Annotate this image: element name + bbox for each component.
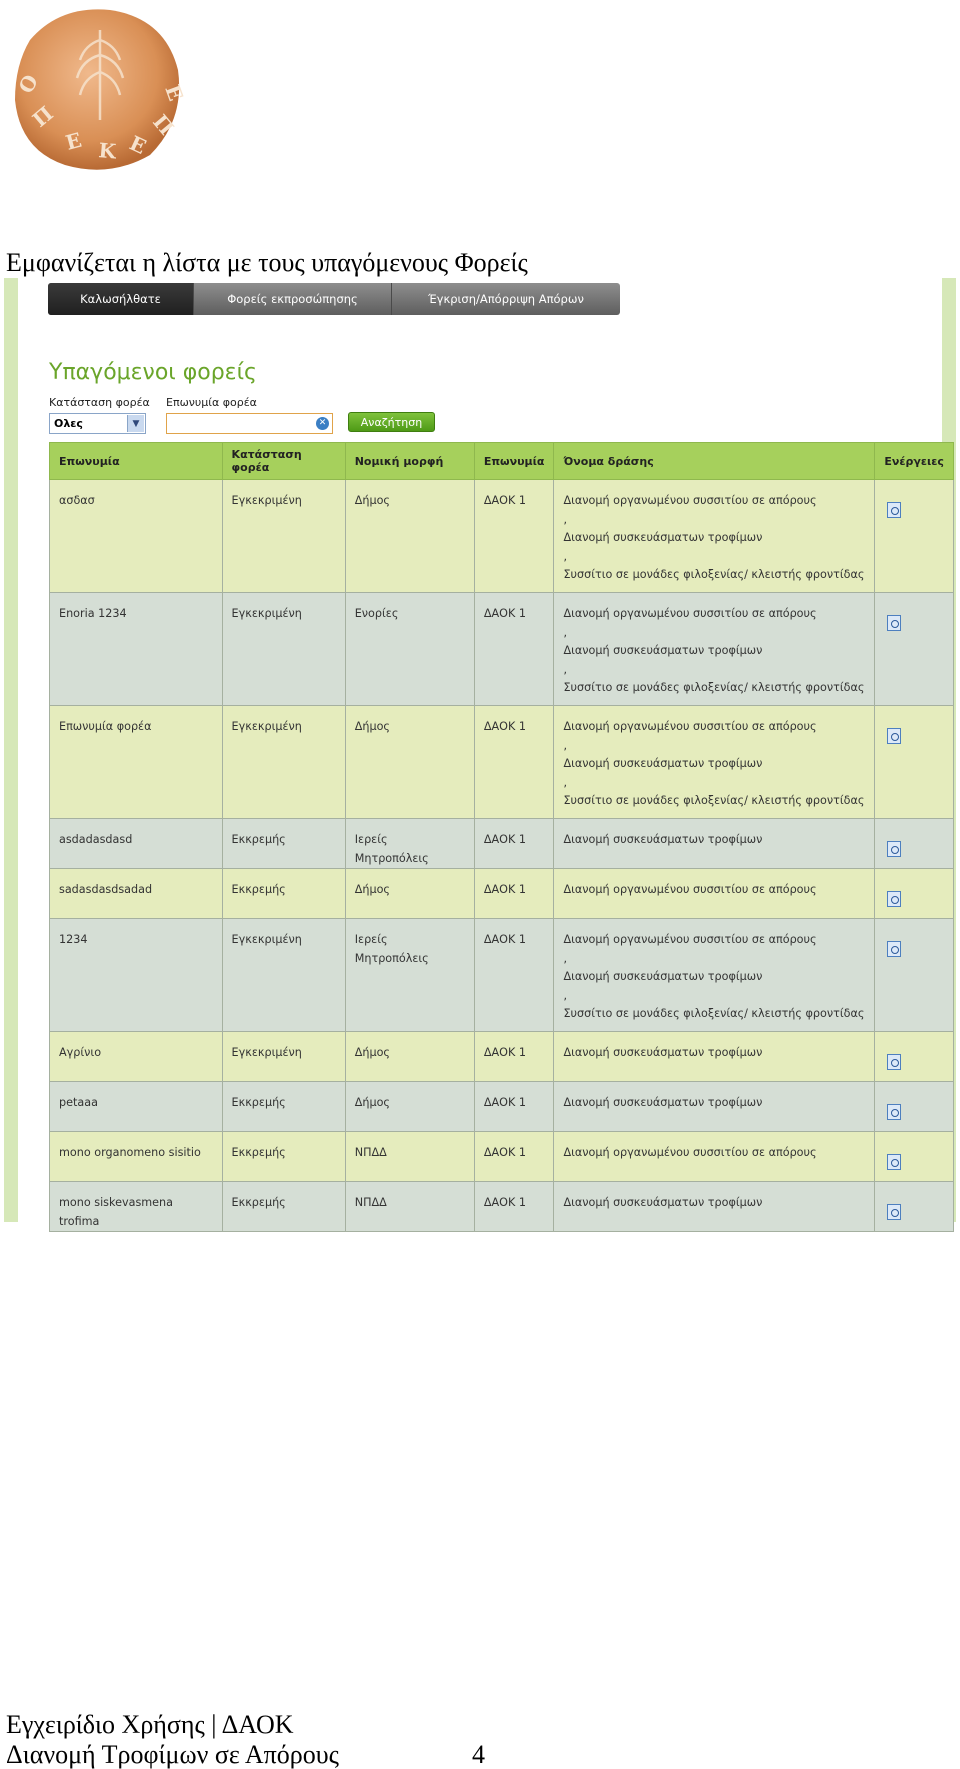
cell-status: Εγκεκριμένη — [222, 706, 345, 819]
cell-row-actions — [875, 1182, 954, 1232]
action-name-line: , — [563, 775, 568, 789]
cell-legal-form: ΝΠΔΔ — [345, 1132, 474, 1182]
status-select-value: Ολες — [54, 417, 83, 430]
cell-name: petaaa — [50, 1082, 223, 1132]
table-row — [50, 819, 954, 869]
cell-legal-form: Ιερείς Μητροπόλεις — [345, 919, 474, 1032]
cell-row-actions — [875, 1132, 954, 1182]
action-name-line: Διανομή συσκευάσματων τροφίμων — [563, 757, 763, 770]
action-name-line: Διανομή συσκευάσματων τροφίμων — [563, 1196, 763, 1209]
table-header-row — [50, 443, 954, 480]
svg-text:Ε: Ε — [160, 81, 189, 105]
search-button[interactable]: Αναζήτηση — [348, 412, 435, 432]
cell-name: Αγρίνιο — [50, 1032, 223, 1082]
cell-status: Εγκεκριμένη — [222, 919, 345, 1032]
table-row — [50, 1132, 954, 1182]
cell-name: ασδασ — [50, 480, 223, 593]
table-row — [50, 706, 954, 819]
edit-icon[interactable] — [887, 841, 901, 857]
cell-row-actions — [875, 480, 954, 593]
table-row — [50, 1032, 954, 1082]
cell-name: 1234 — [50, 919, 223, 1032]
cell-daok: ΔΑΟΚ 1 — [474, 593, 554, 706]
cell-action-names — [554, 919, 875, 1032]
edit-icon[interactable] — [887, 502, 901, 518]
action-name-line: , — [563, 512, 568, 526]
action-name-line: Συσσίτιο σε μονάδες φιλοξενίας/ κλειστής φροντίδας — [563, 681, 865, 694]
cell-name: mono organomeno sisitio — [50, 1132, 223, 1182]
caption: Εμφανίζεται η λίστα με τους υπαγόμενους Φορείς — [6, 248, 528, 277]
cell-legal-form: Δήμος — [345, 869, 474, 919]
action-name-line: , — [563, 738, 568, 752]
col-header-daok[interactable]: Επωνυμία — [474, 443, 554, 480]
edit-icon[interactable] — [887, 891, 901, 907]
cell-row-actions — [875, 706, 954, 819]
table-row — [50, 1182, 954, 1232]
table-row — [50, 480, 954, 593]
tab-welcome[interactable]: Καλωσήλθατε — [48, 283, 194, 315]
edit-icon[interactable] — [887, 941, 901, 957]
action-name-line: , — [563, 549, 568, 563]
clear-icon[interactable]: ✕ — [316, 417, 329, 430]
svg-text:Ε: Ε — [63, 127, 85, 155]
action-name-line: Διανομή οργανωμένου συσσιτίου σε απόρους — [563, 883, 817, 896]
cell-status: Εκκρεμής — [222, 1132, 345, 1182]
table-row — [50, 593, 954, 706]
cell-status: Εγκεκριμένη — [222, 593, 345, 706]
cell-row-actions — [875, 593, 954, 706]
top-nav — [48, 283, 620, 315]
cell-action-names — [554, 1132, 875, 1182]
cell-status: Εγκεκριμένη — [222, 480, 345, 593]
action-name-line: Διανομή οργανωμένου συσσιτίου σε απόρους — [563, 933, 817, 946]
action-name-line: Συσσίτιο σε μονάδες φιλοξενίας/ κλειστής φροντίδας — [563, 568, 865, 581]
cell-daok: ΔΑΟΚ 1 — [474, 1032, 554, 1082]
table-row — [50, 919, 954, 1032]
cell-row-actions — [875, 919, 954, 1032]
cell-daok: ΔΑΟΚ 1 — [474, 1132, 554, 1182]
cell-legal-form: Ενορίες — [345, 593, 474, 706]
col-header-status[interactable]: Κατάσταση φορέα — [222, 443, 345, 480]
footer-subtitle: Διανομή Τροφίμων σε Απόρους — [6, 1740, 339, 1769]
app-screenshot — [4, 278, 956, 1228]
cell-action-names — [554, 706, 875, 819]
col-header-legal-form[interactable]: Νομική μορφή — [345, 443, 474, 480]
status-select[interactable] — [49, 413, 146, 434]
cell-action-names — [554, 819, 875, 869]
organizations-table — [49, 442, 954, 1232]
cell-row-actions — [875, 1082, 954, 1132]
action-name-line: Διανομή οργανωμένου συσσιτίου σε απόρους — [563, 720, 817, 733]
edit-icon[interactable] — [887, 1204, 901, 1220]
page-title: Υπαγόμενοι φορείς — [49, 360, 257, 385]
cell-status: Εγκεκριμένη — [222, 1032, 345, 1082]
tab-approval[interactable]: Έγκριση/Απόρριψη Απόρων — [428, 292, 584, 306]
edit-icon[interactable] — [887, 1054, 901, 1070]
cell-legal-form: ΝΠΔΔ — [345, 1182, 474, 1232]
cell-legal-form: Δήμος — [345, 706, 474, 819]
cell-daok: ΔΑΟΚ 1 — [474, 706, 554, 819]
action-name-line: Διανομή συσκευάσματων τροφίμων — [563, 1096, 763, 1109]
action-name-line: Διανομή συσκευάσματων τροφίμων — [563, 531, 763, 544]
action-name-line: Διανομή συσκευάσματων τροφίμων — [563, 833, 763, 846]
edit-icon[interactable] — [887, 615, 901, 631]
cell-name: Enoria 1234 — [50, 593, 223, 706]
svg-text:Κ: Κ — [97, 138, 117, 164]
action-name-line: , — [563, 951, 568, 965]
cell-row-actions — [875, 1032, 954, 1082]
cell-daok: ΔΑΟΚ 1 — [474, 919, 554, 1032]
action-name-line: Διανομή οργανωμένου συσσιτίου σε απόρους — [563, 1146, 817, 1159]
action-name-line: Διανομή συσκευάσματων τροφίμων — [563, 1046, 763, 1059]
cell-action-names — [554, 1082, 875, 1132]
svg-text:Π: Π — [27, 101, 58, 132]
status-filter-label: Κατάσταση φορέα — [49, 396, 150, 409]
cell-action-names — [554, 480, 875, 593]
opekepe-logo — [0, 0, 200, 182]
name-search-input[interactable] — [166, 413, 333, 434]
cell-row-actions — [875, 819, 954, 869]
edit-icon[interactable] — [887, 1154, 901, 1170]
cell-status: Εκκρεμής — [222, 1182, 345, 1232]
cell-action-names — [554, 869, 875, 919]
page-number: 4 — [472, 1740, 485, 1769]
cell-daok: ΔΑΟΚ 1 — [474, 1082, 554, 1132]
cell-name: mono siskevasmena trofima — [50, 1182, 223, 1232]
cell-name: sadasdasdsadad — [50, 869, 223, 919]
action-name-line: , — [563, 625, 568, 639]
cell-status: Εκκρεμής — [222, 1082, 345, 1132]
chevron-down-icon[interactable]: ▼ — [127, 415, 144, 432]
cell-daok: ΔΑΟΚ 1 — [474, 480, 554, 593]
col-header-name[interactable]: Επωνυμία — [50, 443, 223, 480]
action-name-line: Διανομή οργανωμένου συσσιτίου σε απόρους — [563, 494, 817, 507]
svg-text:Ε: Ε — [125, 130, 150, 159]
cell-action-names — [554, 593, 875, 706]
cell-daok: ΔΑΟΚ 1 — [474, 869, 554, 919]
cell-row-actions — [875, 869, 954, 919]
name-filter-label: Επωνυμία φορέα — [166, 396, 257, 409]
action-name-line: Διανομή συσκευάσματων τροφίμων — [563, 970, 763, 983]
cell-status: Εκκρεμής — [222, 819, 345, 869]
col-header-actions: Ενέργειες — [875, 443, 954, 480]
cell-legal-form: Ιερείς Μητροπόλεις — [345, 819, 474, 869]
table-row — [50, 869, 954, 919]
cell-legal-form: Δήμος — [345, 480, 474, 593]
cell-status: Εκκρεμής — [222, 869, 345, 919]
action-name-line: Συσσίτιο σε μονάδες φιλοξενίας/ κλειστής φροντίδας — [563, 794, 865, 807]
cell-action-names — [554, 1182, 875, 1232]
cell-legal-form: Δήμος — [345, 1082, 474, 1132]
tab-representation[interactable]: Φορείς εκπροσώπησης — [194, 283, 392, 315]
cell-legal-form: Δήμος — [345, 1032, 474, 1082]
edit-icon[interactable] — [887, 1104, 901, 1120]
svg-text:Ο: Ο — [13, 70, 44, 98]
svg-text:Π: Π — [148, 109, 179, 140]
action-name-line: Διανομή συσκευάσματων τροφίμων — [563, 644, 763, 657]
footer-title: Εγχειρίδιο Χρήσης | ΔΑΟΚ — [6, 1710, 294, 1739]
action-name-line: , — [563, 988, 568, 1002]
action-name-line: Διανομή οργανωμένου συσσιτίου σε απόρους — [563, 607, 817, 620]
edit-icon[interactable] — [887, 728, 901, 744]
cell-action-names — [554, 1032, 875, 1082]
cell-name: Επωνυμία φορέα — [50, 706, 223, 819]
col-header-action-name[interactable]: Όνομα δράσης — [554, 443, 875, 480]
cell-daok: ΔΑΟΚ 1 — [474, 819, 554, 869]
table-row — [50, 1082, 954, 1132]
action-name-line: , — [563, 662, 568, 676]
cell-name: asdadasdasd — [50, 819, 223, 869]
cell-daok: ΔΑΟΚ 1 — [474, 1182, 554, 1232]
action-name-line: Συσσίτιο σε μονάδες φιλοξενίας/ κλειστής φροντίδας — [563, 1007, 865, 1020]
